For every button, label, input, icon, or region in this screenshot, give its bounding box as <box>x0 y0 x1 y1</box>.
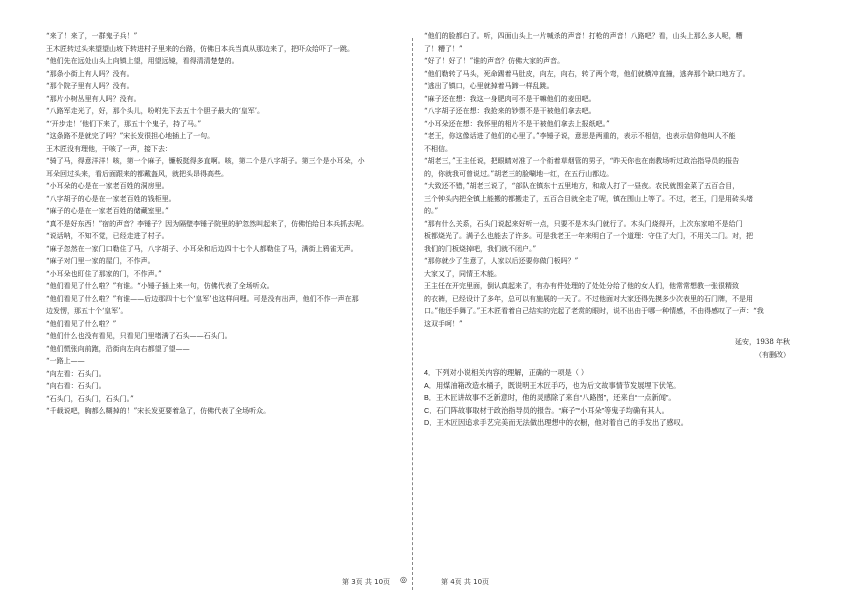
left-text-line: “向左看：石头门。 <box>46 369 106 378</box>
right-text-line: 延安，1938 年秋 <box>734 338 790 346</box>
right-text-line: “老王，你这像话进了他们的心里了。”李锤子说，意思是两重的，表示不相信，也表示信仰他叫人不能 <box>424 132 736 140</box>
right-text-line: “八字胡子还在想：我抢来的钞票不是干被他们拿去吧。 <box>424 107 596 115</box>
right-text-line: 王主任在开完里面，倒认真起来了，有办有件处理的了处处分给了他的女人们，他常常想教一张很精致 <box>424 282 739 290</box>
right-text-line: “那有什么关系，石头门说起来好听一点，只要不是木头门就行了。木头门烧得开，上次东家咱不是给门 <box>424 219 743 228</box>
right-text-line: 的。” <box>424 207 439 215</box>
right-text-line: B．王木匠讲故事不乏新意时，他的灵感除了来自“八路图”，还来自“一点新闻”。 <box>424 393 676 402</box>
left-text-line: “小耳朵的心是在一家老百姓的洞房里。 <box>46 182 169 190</box>
right-text-line: “胡老三，”王主任说，把眼睛对准了一个衔着草烟管的男子，“昨天你也在南教场听过政治指导员的报告 <box>424 157 740 165</box>
left-text-line: “麻子忽然在一家门口勒住了马，八字胡子、小耳朵和后边四十七个人都勒住了马，满街上鸦雀无声。 <box>46 244 358 253</box>
left-text-line: “千载说吧，胸都么糊掉的！”宋长发更要着急了，仿佛代表了全场听众。 <box>46 407 271 415</box>
left-text-line: “他们什么也没有看见，只看见门里堵满了石头——石头门。 <box>46 332 232 340</box>
left-page-column <box>46 30 418 418</box>
left-text-line: “向右看：石头门。 <box>46 382 106 390</box>
right-text-line: “他们勒转了马头，死命踢着马肚皮，向左，向右，转了两个弯，他们就横冲直撞，逃奔那个缺口地方了。 <box>424 69 750 78</box>
right-page-column <box>424 30 796 430</box>
right-text-line: A．用煤油箱改造水桶子，既说明王木匠手巧，也为后文故事情节发展埋下伏笔。 <box>424 380 681 390</box>
left-text-line: “他们慌张向前跑，沿街向左向右都望了望—— <box>46 344 190 353</box>
right-text-line: 的，你就我可曾说过。”胡老三的脸唰地一红，在五行山都边。 <box>424 169 614 178</box>
right-text-line: 口。”他还手舞了。”王木匠看着自己结实的完起了老赏的眼时，说不出由于哪一种情感，不由得感叹了一声：“我 <box>424 307 764 315</box>
right-text-line: 我们的门板烧掉吧，我们就不闭户。” <box>424 244 537 253</box>
left-text-line: “这条路不是就完了吗？”宋长发很担心地插上了一句。 <box>46 132 215 140</box>
right-text-line: “那你就少了生意了，人家以后还要你做门板吗？” <box>424 257 579 265</box>
center-mark-icon: ◎ <box>400 575 407 584</box>
right-text-line: 了！糟了！” <box>424 44 463 53</box>
left-text-line: “骑了马，得意洋洋！咳，第一个麻子，镰板挺得多直啊。咳，第二个是八字胡子。第三个是小耳朵，小 <box>46 157 365 165</box>
left-text-line: “那片小树丛里有人吗？没有。 <box>46 94 141 103</box>
left-text-line: “八字胡子的心是在一家老百姓的钱柜里。 <box>46 194 176 203</box>
left-text-line: “真不是好东西！”宿的声音？李锤子？因为隔壁李锤子院里的驴忽然叫起来了，仿佛怕给日本兵抓去呢。 <box>46 219 369 228</box>
binding-divider <box>412 38 413 590</box>
right-text-line: 大家又了，同情王木能。 <box>424 269 501 278</box>
right-text-line: 不相信。 <box>424 144 452 153</box>
left-text-line: “他们看见了什么啦？” <box>46 319 117 328</box>
left-text-line: “‘开步走！’他们下来了，那五十个鬼子，持了马。” <box>46 119 202 128</box>
left-text-line: “他们先在远处山头上向镇上望，用望远镜，看得清清楚楚的。 <box>46 57 239 65</box>
left-text-line: “小耳朵也盯住了那家的门，不作声。” <box>46 269 162 278</box>
page-number-left: 第 3页 共 10页 <box>342 578 391 586</box>
right-text-line: “麻子还在想：我这一身肥肉可不是干嘛他们的麦田吧。 <box>424 94 596 103</box>
right-text-line: “小耳朵还在想：我怀里的相片不是干被他们拿去上报纸吧。” <box>424 119 610 128</box>
left-text-line: “来了！来了，一群鬼子兵！” <box>46 32 138 40</box>
right-text-line: 的衣裤，已经设计了多年，总可以有施展的一天了。不过他面对大家还得先摸多少次表里的石门牌，不是用 <box>424 294 753 303</box>
left-text-line: “那条小街上有人吗？没有。 <box>46 69 134 78</box>
right-text-line: （有删改） <box>755 350 790 359</box>
right-text-line: C．石门阵故事取材于政治指导员的报告。“麻子”“小耳朵”等鬼子均确有其人。 <box>424 405 669 415</box>
right-text-line: “大致还不错，”胡老三说了，“部队在镇东十五里地方，和敌人打了一昼夜。农民就围金菜了五百合目， <box>424 182 740 190</box>
left-text-line: 王木匠转过头来望望山坡下转进村子里来的台路，仿佛日本兵当真从那边来了，把吓众给吓了一跳。 <box>46 44 354 53</box>
left-text-line: “他们看见了什么啦？”有谁——后边那四十七个‘皇军’也这样问哩。可是没有出声，他们不作一声在那 <box>46 294 359 303</box>
left-text-line: “他们看见了什么啦？”有谁。“小锤子插上来一句，仿佛代表了全场听众。 <box>46 282 274 290</box>
left-text-line: “一路上—— <box>46 357 85 365</box>
page-number-right: 第 4页 共 10页 <box>441 578 490 586</box>
left-text-line: “石头门，石头门，石头门。” <box>46 394 134 403</box>
left-text-line: 耳朵回过头来，看后面跟来的都戴盔风，就把头昂得高些。 <box>46 169 228 178</box>
right-text-line: “好了！好了！”谁的声音？仿佛大家的声音。 <box>424 57 565 65</box>
right-text-line: 三个钟头内把全镇上能搬的都搬走了，五百合目就全走了呢，镇在围山上等了。不过，老王，门是用砖头堵 <box>424 194 753 203</box>
left-text-line: “麻子的心是在一家老百姓的储藏室里。” <box>46 207 169 215</box>
right-text-line: “逃出了镇口，心里就掉着马蹄一样乱跳。 <box>424 82 554 90</box>
left-text-line: “那个院子里有人吗？没有。 <box>46 82 134 90</box>
right-text-line: 4．下列对小说相关内容的理解，正确的一项是（ ） <box>424 368 589 377</box>
left-text-line: 边发愣，那五十个‘皇军’。 <box>46 307 128 315</box>
left-text-line: 王木匠没有理他，干咳了一声，接下去： <box>46 144 172 153</box>
left-text-line: “说话呐，不知不觉，已经走进了村子。 <box>46 232 169 240</box>
right-text-line: 板都烧光了。满子么也能去了许多。可是我老王一年来明白了一个道理：守住了大门，不用关二门。对，把 <box>424 232 753 240</box>
right-text-line: D．王木匠因追求手艺完美而无法做出理想中的衣橱，他对着自己的手发出了感叹。 <box>424 418 688 427</box>
right-text-line: 这双手呵！” <box>424 319 463 328</box>
left-text-line: “八路军走光了，好，那个头儿，吩咐先下去五十个胆子最大的‘皇军’。 <box>46 107 265 115</box>
left-text-line: “麻子对门里一家的屋门，不作声。 <box>46 257 155 265</box>
right-text-line: “他们的脸都白了。听，四面山头上一片喊杀的声音！打枪的声音！八路吧？看，山头上那么多人呢，糟 <box>424 32 743 40</box>
